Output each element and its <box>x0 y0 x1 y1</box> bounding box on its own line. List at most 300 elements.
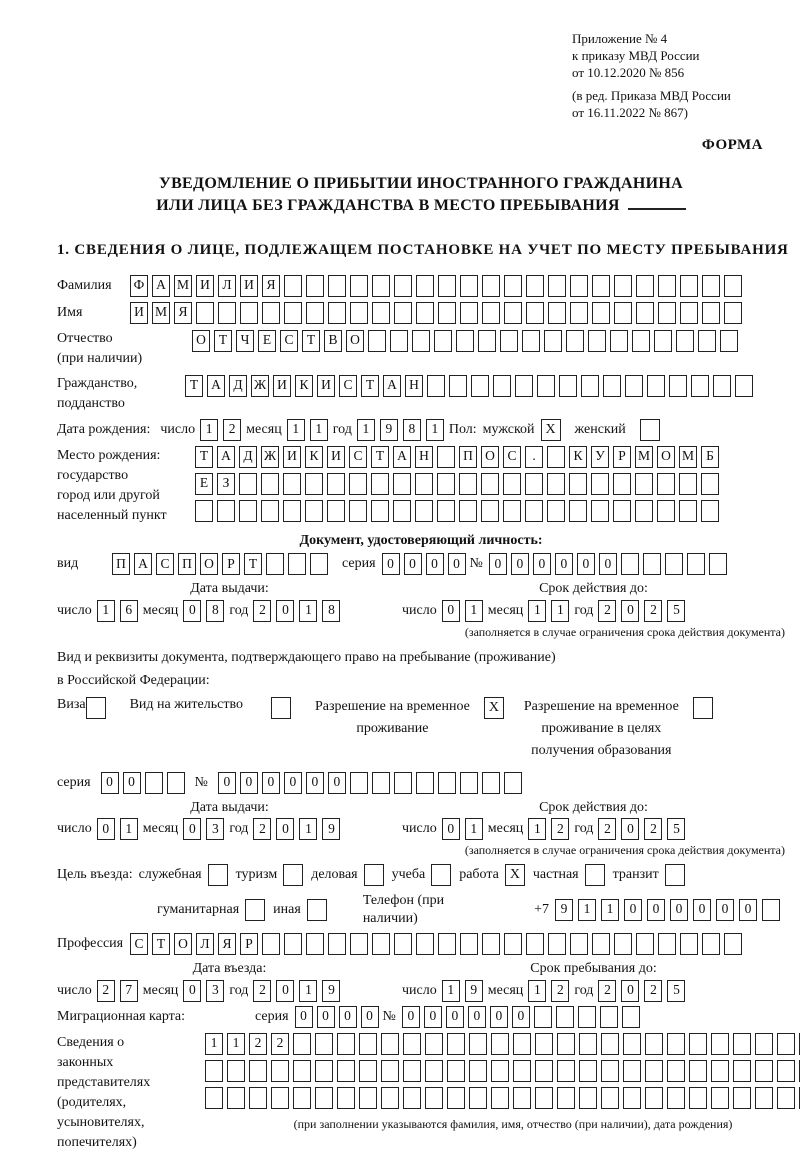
char-cell[interactable] <box>359 1060 377 1082</box>
char-cell[interactable] <box>657 500 675 522</box>
char-cell[interactable] <box>623 1060 641 1082</box>
char-cell[interactable]: 1 <box>551 600 569 622</box>
char-cell[interactable] <box>394 772 412 794</box>
char-cell[interactable] <box>667 1033 685 1055</box>
char-cell[interactable]: 1 <box>299 600 317 622</box>
purpose-other-checkbox[interactable] <box>307 899 327 921</box>
name-cells[interactable] <box>130 302 746 324</box>
char-cell[interactable] <box>328 302 346 324</box>
char-cell[interactable]: И <box>317 375 335 397</box>
char-cell[interactable]: 0 <box>306 772 324 794</box>
char-cell[interactable] <box>513 1033 531 1055</box>
legal-reps-cells-3[interactable] <box>205 1087 800 1109</box>
char-cell[interactable]: 0 <box>647 899 665 921</box>
char-cell[interactable]: А <box>134 553 152 575</box>
char-cell[interactable] <box>460 933 478 955</box>
char-cell[interactable]: 5 <box>667 818 685 840</box>
char-cell[interactable] <box>460 275 478 297</box>
char-cell[interactable]: Я <box>262 275 280 297</box>
char-cell[interactable]: М <box>635 446 653 468</box>
char-cell[interactable] <box>447 1087 465 1109</box>
char-cell[interactable]: О <box>657 446 675 468</box>
char-cell[interactable]: . <box>525 446 543 468</box>
char-cell[interactable]: Я <box>218 933 236 955</box>
char-cell[interactable] <box>556 1006 574 1028</box>
char-cell[interactable] <box>403 1087 421 1109</box>
char-cell[interactable] <box>449 375 467 397</box>
birth-year-cells[interactable] <box>357 419 449 441</box>
char-cell[interactable]: О <box>192 330 210 352</box>
char-cell[interactable]: М <box>152 302 170 324</box>
char-cell[interactable] <box>636 275 654 297</box>
char-cell[interactable] <box>469 1087 487 1109</box>
stay-month-cells[interactable] <box>528 980 574 1002</box>
citizenship-cells[interactable] <box>185 375 757 397</box>
char-cell[interactable] <box>227 1060 245 1082</box>
char-cell[interactable] <box>315 1060 333 1082</box>
char-cell[interactable] <box>478 330 496 352</box>
char-cell[interactable] <box>654 330 672 352</box>
char-cell[interactable]: А <box>207 375 225 397</box>
char-cell[interactable] <box>592 275 610 297</box>
char-cell[interactable]: О <box>174 933 192 955</box>
char-cell[interactable] <box>328 933 346 955</box>
sex-male-checkbox[interactable]: X <box>541 419 561 441</box>
char-cell[interactable]: З <box>217 473 235 495</box>
char-cell[interactable] <box>525 473 543 495</box>
char-cell[interactable] <box>711 1033 729 1055</box>
char-cell[interactable] <box>645 1060 663 1082</box>
char-cell[interactable]: 0 <box>693 899 711 921</box>
char-cell[interactable] <box>588 330 606 352</box>
residence-series-cells[interactable] <box>101 772 189 794</box>
char-cell[interactable] <box>777 1033 795 1055</box>
char-cell[interactable] <box>305 500 323 522</box>
char-cell[interactable]: 1 <box>205 1033 223 1055</box>
char-cell[interactable] <box>381 1087 399 1109</box>
char-cell[interactable] <box>643 553 661 575</box>
char-cell[interactable]: А <box>393 446 411 468</box>
char-cell[interactable] <box>337 1033 355 1055</box>
char-cell[interactable]: Р <box>613 446 631 468</box>
issue-month-cells[interactable] <box>183 600 229 622</box>
char-cell[interactable] <box>315 1087 333 1109</box>
char-cell[interactable] <box>755 1060 773 1082</box>
char-cell[interactable]: Д <box>239 446 257 468</box>
char-cell[interactable]: 2 <box>644 980 662 1002</box>
char-cell[interactable] <box>438 933 456 955</box>
issue-day-cells[interactable] <box>97 600 143 622</box>
char-cell[interactable] <box>755 1033 773 1055</box>
char-cell[interactable]: 9 <box>380 419 398 441</box>
char-cell[interactable]: 0 <box>739 899 757 921</box>
char-cell[interactable] <box>600 1006 618 1028</box>
char-cell[interactable]: М <box>679 446 697 468</box>
char-cell[interactable] <box>632 330 650 352</box>
char-cell[interactable]: 3 <box>206 980 224 1002</box>
char-cell[interactable] <box>469 1060 487 1082</box>
char-cell[interactable] <box>713 375 731 397</box>
char-cell[interactable]: Т <box>361 375 379 397</box>
char-cell[interactable] <box>350 933 368 955</box>
char-cell[interactable]: 1 <box>465 818 483 840</box>
char-cell[interactable] <box>403 1033 421 1055</box>
char-cell[interactable]: 0 <box>240 772 258 794</box>
char-cell[interactable]: 2 <box>97 980 115 1002</box>
char-cell[interactable]: 0 <box>442 600 460 622</box>
char-cell[interactable] <box>636 302 654 324</box>
char-cell[interactable]: 2 <box>644 600 662 622</box>
migration-series-cells[interactable] <box>295 1006 383 1028</box>
char-cell[interactable] <box>504 933 522 955</box>
char-cell[interactable] <box>579 1033 597 1055</box>
char-cell[interactable] <box>544 330 562 352</box>
char-cell[interactable] <box>195 500 213 522</box>
char-cell[interactable]: Л <box>196 933 214 955</box>
char-cell[interactable]: Ж <box>261 446 279 468</box>
char-cell[interactable] <box>665 553 683 575</box>
char-cell[interactable]: Т <box>214 330 232 352</box>
char-cell[interactable]: 2 <box>253 818 271 840</box>
char-cell[interactable] <box>416 302 434 324</box>
entry-month-cells[interactable] <box>183 980 229 1002</box>
char-cell[interactable] <box>535 1060 553 1082</box>
char-cell[interactable]: С <box>280 330 298 352</box>
char-cell[interactable] <box>327 473 345 495</box>
char-cell[interactable] <box>372 933 390 955</box>
char-cell[interactable] <box>368 330 386 352</box>
char-cell[interactable] <box>504 772 522 794</box>
char-cell[interactable]: 9 <box>465 980 483 1002</box>
char-cell[interactable]: 1 <box>299 818 317 840</box>
char-cell[interactable] <box>578 1006 596 1028</box>
char-cell[interactable] <box>293 1033 311 1055</box>
doc-kind-cells[interactable] <box>112 553 332 575</box>
char-cell[interactable]: Ж <box>251 375 269 397</box>
char-cell[interactable]: Ф <box>130 275 148 297</box>
purpose-tourism-checkbox[interactable] <box>283 864 303 886</box>
birth-place-cells-2[interactable] <box>195 473 723 495</box>
char-cell[interactable] <box>482 275 500 297</box>
char-cell[interactable] <box>145 772 163 794</box>
char-cell[interactable] <box>447 1060 465 1082</box>
visa-checkbox[interactable] <box>86 697 106 719</box>
char-cell[interactable]: 0 <box>424 1006 442 1028</box>
char-cell[interactable] <box>513 1087 531 1109</box>
char-cell[interactable] <box>667 1060 685 1082</box>
char-cell[interactable] <box>460 302 478 324</box>
char-cell[interactable] <box>491 1033 509 1055</box>
patronymic-cells[interactable] <box>192 330 742 352</box>
char-cell[interactable]: С <box>503 446 521 468</box>
char-cell[interactable] <box>359 1087 377 1109</box>
char-cell[interactable] <box>350 302 368 324</box>
char-cell[interactable]: 0 <box>448 553 466 575</box>
char-cell[interactable] <box>349 473 367 495</box>
char-cell[interactable] <box>591 473 609 495</box>
char-cell[interactable]: 0 <box>284 772 302 794</box>
char-cell[interactable] <box>711 1060 729 1082</box>
char-cell[interactable] <box>416 933 434 955</box>
char-cell[interactable]: 1 <box>97 600 115 622</box>
char-cell[interactable]: 1 <box>528 980 546 1002</box>
char-cell[interactable] <box>601 1060 619 1082</box>
char-cell[interactable] <box>271 1087 289 1109</box>
char-cell[interactable] <box>306 933 324 955</box>
char-cell[interactable]: 2 <box>598 600 616 622</box>
char-cell[interactable] <box>437 500 455 522</box>
char-cell[interactable]: 8 <box>322 600 340 622</box>
char-cell[interactable]: 2 <box>253 600 271 622</box>
char-cell[interactable] <box>403 1060 421 1082</box>
expiry-year-cells[interactable] <box>598 600 690 622</box>
char-cell[interactable] <box>622 1006 640 1028</box>
char-cell[interactable] <box>284 933 302 955</box>
char-cell[interactable] <box>513 1060 531 1082</box>
char-cell[interactable]: И <box>273 375 291 397</box>
char-cell[interactable] <box>548 302 566 324</box>
char-cell[interactable]: 1 <box>442 980 460 1002</box>
char-cell[interactable]: П <box>112 553 130 575</box>
char-cell[interactable] <box>438 275 456 297</box>
char-cell[interactable] <box>261 473 279 495</box>
entry-year-cells[interactable] <box>253 980 345 1002</box>
char-cell[interactable] <box>702 933 720 955</box>
birth-place-cells-1[interactable] <box>195 446 723 468</box>
char-cell[interactable] <box>724 275 742 297</box>
char-cell[interactable] <box>438 772 456 794</box>
char-cell[interactable]: 0 <box>555 553 573 575</box>
char-cell[interactable]: Ч <box>236 330 254 352</box>
char-cell[interactable]: 1 <box>299 980 317 1002</box>
char-cell[interactable] <box>623 1087 641 1109</box>
char-cell[interactable]: 1 <box>227 1033 245 1055</box>
char-cell[interactable] <box>266 553 284 575</box>
char-cell[interactable] <box>381 1060 399 1082</box>
char-cell[interactable] <box>687 553 705 575</box>
char-cell[interactable] <box>500 330 518 352</box>
char-cell[interactable] <box>271 1060 289 1082</box>
char-cell[interactable]: П <box>178 553 196 575</box>
char-cell[interactable] <box>548 275 566 297</box>
char-cell[interactable]: 9 <box>322 818 340 840</box>
char-cell[interactable]: 2 <box>598 980 616 1002</box>
char-cell[interactable]: 0 <box>276 818 294 840</box>
char-cell[interactable] <box>491 1087 509 1109</box>
char-cell[interactable] <box>239 500 257 522</box>
char-cell[interactable] <box>482 302 500 324</box>
char-cell[interactable] <box>469 1033 487 1055</box>
char-cell[interactable]: О <box>200 553 218 575</box>
char-cell[interactable]: О <box>346 330 364 352</box>
birth-place-cells-3[interactable] <box>195 500 723 522</box>
char-cell[interactable] <box>647 375 665 397</box>
char-cell[interactable] <box>601 1033 619 1055</box>
char-cell[interactable]: 0 <box>446 1006 464 1028</box>
char-cell[interactable] <box>689 1033 707 1055</box>
residence-permit-checkbox[interactable] <box>271 697 291 719</box>
char-cell[interactable] <box>735 375 753 397</box>
char-cell[interactable] <box>525 500 543 522</box>
char-cell[interactable] <box>515 375 533 397</box>
char-cell[interactable] <box>621 553 639 575</box>
char-cell[interactable]: Д <box>229 375 247 397</box>
char-cell[interactable] <box>359 1033 377 1055</box>
char-cell[interactable] <box>327 500 345 522</box>
char-cell[interactable] <box>614 275 632 297</box>
stay-year-cells[interactable] <box>598 980 690 1002</box>
char-cell[interactable] <box>570 275 588 297</box>
char-cell[interactable] <box>393 473 411 495</box>
char-cell[interactable]: 0 <box>512 1006 530 1028</box>
char-cell[interactable]: 2 <box>644 818 662 840</box>
char-cell[interactable]: С <box>156 553 174 575</box>
char-cell[interactable] <box>636 933 654 955</box>
char-cell[interactable]: 0 <box>599 553 617 575</box>
residence-number-cells[interactable] <box>218 772 526 794</box>
char-cell[interactable] <box>481 500 499 522</box>
char-cell[interactable]: О <box>481 446 499 468</box>
char-cell[interactable] <box>459 473 477 495</box>
char-cell[interactable] <box>337 1087 355 1109</box>
char-cell[interactable]: 2 <box>271 1033 289 1055</box>
char-cell[interactable] <box>437 446 455 468</box>
char-cell[interactable] <box>504 302 522 324</box>
char-cell[interactable]: Л <box>218 275 236 297</box>
char-cell[interactable] <box>371 473 389 495</box>
edu-permit-checkbox[interactable] <box>693 697 713 719</box>
char-cell[interactable]: Н <box>415 446 433 468</box>
char-cell[interactable] <box>535 1033 553 1055</box>
char-cell[interactable] <box>337 1060 355 1082</box>
char-cell[interactable]: 0 <box>621 600 639 622</box>
char-cell[interactable] <box>592 933 610 955</box>
char-cell[interactable] <box>283 473 301 495</box>
char-cell[interactable] <box>566 330 584 352</box>
char-cell[interactable]: 1 <box>357 419 375 441</box>
char-cell[interactable] <box>724 933 742 955</box>
char-cell[interactable] <box>777 1087 795 1109</box>
char-cell[interactable]: 0 <box>262 772 280 794</box>
char-cell[interactable] <box>427 375 445 397</box>
char-cell[interactable]: 8 <box>403 419 421 441</box>
char-cell[interactable] <box>702 275 720 297</box>
char-cell[interactable]: 7 <box>120 980 138 1002</box>
char-cell[interactable] <box>591 500 609 522</box>
char-cell[interactable] <box>709 553 727 575</box>
char-cell[interactable] <box>503 473 521 495</box>
char-cell[interactable] <box>777 1060 795 1082</box>
char-cell[interactable]: А <box>217 446 235 468</box>
char-cell[interactable] <box>372 302 390 324</box>
char-cell[interactable]: Т <box>195 446 213 468</box>
char-cell[interactable] <box>306 302 324 324</box>
char-cell[interactable]: 1 <box>120 818 138 840</box>
char-cell[interactable] <box>482 772 500 794</box>
char-cell[interactable] <box>416 772 434 794</box>
char-cell[interactable]: Т <box>371 446 389 468</box>
char-cell[interactable] <box>167 772 185 794</box>
char-cell[interactable]: 3 <box>206 818 224 840</box>
profession-cells[interactable] <box>130 933 746 955</box>
char-cell[interactable] <box>493 375 511 397</box>
residence-expiry-month-cells[interactable] <box>528 818 574 840</box>
char-cell[interactable] <box>293 1087 311 1109</box>
char-cell[interactable] <box>667 1087 685 1109</box>
char-cell[interactable] <box>425 1033 443 1055</box>
char-cell[interactable] <box>733 1087 751 1109</box>
char-cell[interactable] <box>569 473 587 495</box>
char-cell[interactable] <box>394 302 412 324</box>
char-cell[interactable]: 2 <box>551 980 569 1002</box>
char-cell[interactable]: 1 <box>465 600 483 622</box>
char-cell[interactable] <box>559 375 577 397</box>
char-cell[interactable]: 0 <box>276 600 294 622</box>
char-cell[interactable]: Т <box>152 933 170 955</box>
char-cell[interactable]: 0 <box>670 899 688 921</box>
char-cell[interactable] <box>288 553 306 575</box>
char-cell[interactable] <box>459 500 477 522</box>
char-cell[interactable] <box>676 330 694 352</box>
char-cell[interactable] <box>381 1033 399 1055</box>
char-cell[interactable] <box>261 500 279 522</box>
char-cell[interactable]: 0 <box>295 1006 313 1028</box>
char-cell[interactable] <box>702 302 720 324</box>
char-cell[interactable] <box>592 302 610 324</box>
char-cell[interactable]: Т <box>185 375 203 397</box>
char-cell[interactable] <box>623 1033 641 1055</box>
char-cell[interactable] <box>570 302 588 324</box>
char-cell[interactable] <box>305 473 323 495</box>
legal-reps-cells-1[interactable] <box>205 1033 800 1055</box>
char-cell[interactable]: 1 <box>426 419 444 441</box>
char-cell[interactable]: В <box>324 330 342 352</box>
char-cell[interactable]: С <box>130 933 148 955</box>
char-cell[interactable] <box>249 1060 267 1082</box>
char-cell[interactable]: 0 <box>468 1006 486 1028</box>
char-cell[interactable]: 0 <box>621 980 639 1002</box>
char-cell[interactable]: 1 <box>287 419 305 441</box>
char-cell[interactable] <box>581 375 599 397</box>
char-cell[interactable] <box>762 899 780 921</box>
char-cell[interactable]: 0 <box>317 1006 335 1028</box>
char-cell[interactable]: Я <box>174 302 192 324</box>
char-cell[interactable]: 2 <box>551 818 569 840</box>
char-cell[interactable]: 0 <box>339 1006 357 1028</box>
char-cell[interactable] <box>390 330 408 352</box>
char-cell[interactable] <box>635 500 653 522</box>
char-cell[interactable]: 2 <box>598 818 616 840</box>
char-cell[interactable] <box>425 1060 443 1082</box>
char-cell[interactable] <box>689 1087 707 1109</box>
purpose-private-checkbox[interactable] <box>585 864 605 886</box>
char-cell[interactable] <box>613 473 631 495</box>
char-cell[interactable] <box>415 500 433 522</box>
char-cell[interactable] <box>557 1060 575 1082</box>
char-cell[interactable] <box>240 302 258 324</box>
char-cell[interactable] <box>625 375 643 397</box>
char-cell[interactable]: 0 <box>716 899 734 921</box>
char-cell[interactable]: А <box>152 275 170 297</box>
char-cell[interactable] <box>393 500 411 522</box>
char-cell[interactable] <box>680 275 698 297</box>
char-cell[interactable]: 9 <box>322 980 340 1002</box>
char-cell[interactable]: 0 <box>404 553 422 575</box>
char-cell[interactable] <box>658 275 676 297</box>
char-cell[interactable]: М <box>174 275 192 297</box>
temp-permit-checkbox[interactable]: X <box>484 697 504 719</box>
char-cell[interactable] <box>283 500 301 522</box>
